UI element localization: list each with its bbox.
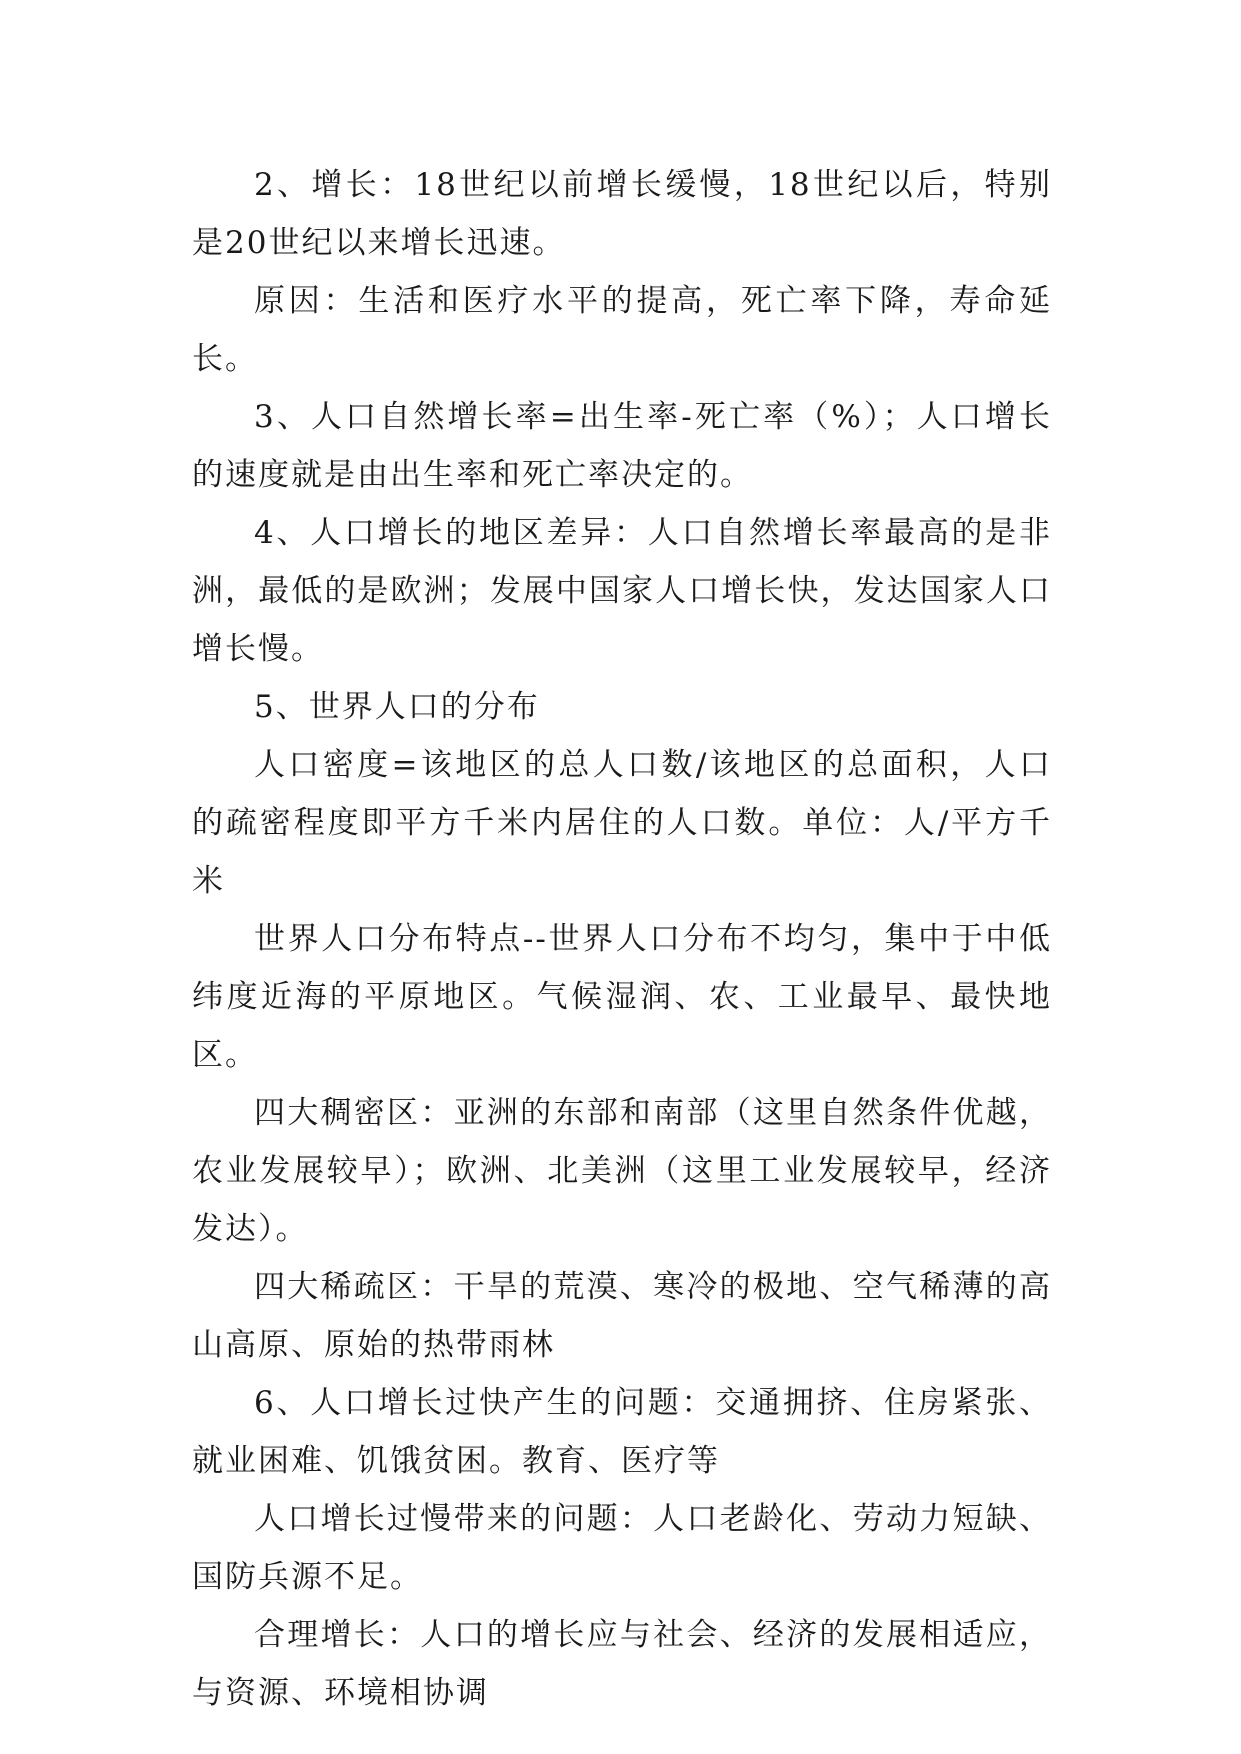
- paragraph-distribution-features: 世界人口分布特点--世界人口分布不均匀，集中于中低纬度近海的平原地区。气候湿润、农、工业最早、最快地区。: [192, 921, 1052, 1073]
- paragraph-cause: 原因：生活和医疗水平的提高，死亡率下降，寿命延长。: [192, 283, 1052, 377]
- paragraph-sparse-regions: 四大稀疏区：干旱的荒漠、寒冷的极地、空气稀薄的高山高原、原始的热带雨林: [192, 1269, 1052, 1363]
- document-body: [192, 156, 1052, 1722]
- paragraph-regional-difference: 4、人口增长的地区差异：人口自然增长率最高的是非洲，最低的是欧洲；发展中国家人口增长快，发达国家人口增长慢。: [192, 515, 1052, 667]
- paragraph-growth: 2、增长：18世纪以前增长缓慢，18世纪以后，特别是20世纪以来增长迅速。: [192, 167, 1052, 261]
- paragraph-dense-regions: 四大稠密区：亚洲的东部和南部（这里自然条件优越，农业发展较早）；欧洲、北美洲（这里工业发展较早，经济发达）。: [192, 1095, 1052, 1247]
- paragraph-natural-growth-rate: 3、人口自然增长率=出生率-死亡率（%）；人口增长的速度就是由出生率和死亡率决定的。: [192, 399, 1052, 493]
- paragraph-fast-growth-problems: 6、人口增长过快产生的问题：交通拥挤、住房紧张、就业困难、饥饿贫困。教育、医疗等: [192, 1385, 1052, 1479]
- paragraph-reasonable-growth: 合理增长：人口的增长应与社会、经济的发展相适应，与资源、环境相协调: [192, 1617, 1052, 1711]
- paragraph-population-density: 人口密度=该地区的总人口数/该地区的总面积，人口的疏密程度即平方千米内居住的人口数。单位：人/平方千米: [192, 747, 1052, 899]
- paragraph-slow-growth-problems: 人口增长过慢带来的问题：人口老龄化、劳动力短缺、国防兵源不足。: [192, 1501, 1052, 1595]
- paragraph-distribution-heading: 5、世界人口的分布: [254, 689, 540, 725]
